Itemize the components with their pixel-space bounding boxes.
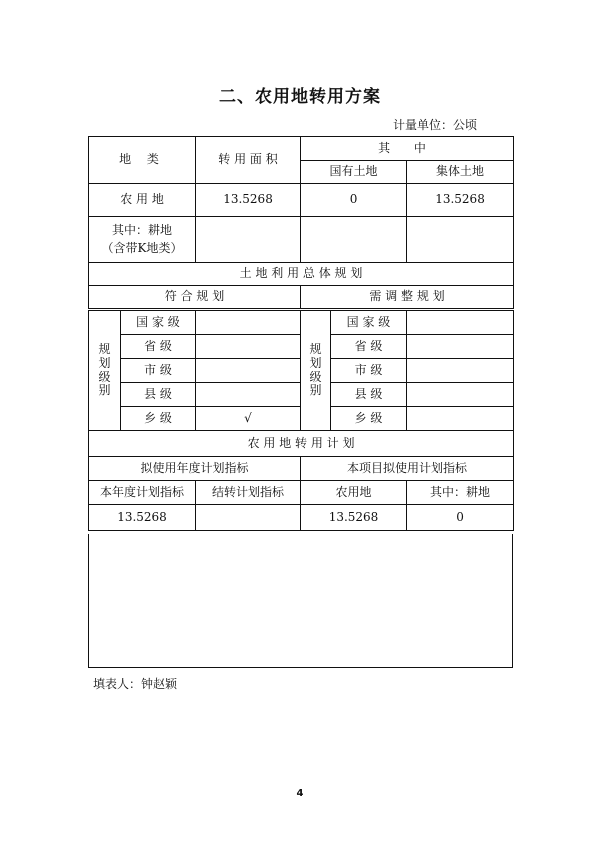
farmland-converted-area: 13.5268 xyxy=(196,184,301,217)
level-row xyxy=(89,311,514,335)
level-adjust-value xyxy=(407,359,514,383)
level-name: 省 级 xyxy=(121,335,196,359)
level-conforms-value xyxy=(196,359,301,383)
level-conforms-value: √ xyxy=(196,407,301,431)
level-adjust-value xyxy=(407,311,514,335)
value-annual: 13.5268 xyxy=(89,505,196,531)
level-adjust-name: 县 级 xyxy=(331,383,407,407)
planned-annual-title: 拟使用年度计划指标 xyxy=(89,457,301,481)
value-farmland: 13.5268 xyxy=(301,505,407,531)
level-adjust-name: 市 级 xyxy=(331,359,407,383)
value-carryover xyxy=(196,505,301,531)
farmland-state-land: 0 xyxy=(301,184,407,217)
level-name: 国 家 级 xyxy=(121,311,196,335)
farmland-row xyxy=(89,184,514,217)
plan-levels-table xyxy=(88,310,514,431)
level-name: 县 级 xyxy=(121,383,196,407)
header-category: 地 类 xyxy=(89,137,196,184)
level-conforms-value xyxy=(196,383,301,407)
col-annual: 本年度计划指标 xyxy=(89,481,196,505)
filled-by-label: 填表人：钟赵颖 xyxy=(93,677,178,691)
land-use-plan-title-row xyxy=(89,263,514,286)
level-adjust-name: 国 家 级 xyxy=(331,311,407,335)
col-cropland: 其中：耕地 xyxy=(407,481,514,505)
conversion-plan-columns-row xyxy=(89,481,514,505)
plan-subheader-row xyxy=(89,286,514,309)
unit-label: 计量单位：公顷 xyxy=(393,118,478,132)
farmland-label: 农 用 地 xyxy=(89,184,196,217)
level-name: 乡 级 xyxy=(121,407,196,431)
remarks-blank-area xyxy=(88,534,513,668)
conforms-plan-title: 符 合 规 划 xyxy=(89,286,301,309)
value-cropland: 0 xyxy=(407,505,514,531)
cropland-collective-land xyxy=(407,217,514,263)
header-collective-land: 集体土地 xyxy=(407,161,514,184)
cropland-converted-area xyxy=(196,217,301,263)
conversion-plan-values-row xyxy=(89,505,514,531)
conversion-plan-table xyxy=(88,430,514,531)
cropland-row xyxy=(89,217,514,263)
cropland-label xyxy=(89,217,196,263)
header-state-land: 国有土地 xyxy=(301,161,407,184)
conversion-plan-subheader-row xyxy=(89,457,514,481)
cropland-label-line1: 其中：耕地 xyxy=(112,222,173,237)
header-converted-area: 转 用 面 积 xyxy=(196,137,301,184)
plan-level-vertical-label-right: 规 划 级 别 xyxy=(301,311,331,431)
farmland-collective-land: 13.5268 xyxy=(407,184,514,217)
cropland-label-line2: （含带K地类） xyxy=(101,240,183,255)
header-among: 其 中 xyxy=(301,137,514,161)
col-farmland: 农用地 xyxy=(301,481,407,505)
project-title: 本项目拟使用计划指标 xyxy=(301,457,514,481)
adjust-plan-title: 需 调 整 规 划 xyxy=(301,286,514,309)
page-number: 4 xyxy=(296,788,304,799)
conversion-plan-title-row xyxy=(89,431,514,457)
header-row-1 xyxy=(89,137,514,161)
level-adjust-name: 省 级 xyxy=(331,335,407,359)
page-title: 二、农用地转用方案 xyxy=(219,87,381,107)
conversion-form-table xyxy=(88,136,514,309)
level-name: 市 级 xyxy=(121,359,196,383)
level-adjust-value xyxy=(407,335,514,359)
conversion-plan-title: 农 用 地 转 用 计 划 xyxy=(89,431,514,457)
level-conforms-value xyxy=(196,311,301,335)
level-adjust-name: 乡 级 xyxy=(331,407,407,431)
col-carryover: 结转计划指标 xyxy=(196,481,301,505)
level-adjust-value xyxy=(407,407,514,431)
cropland-state-land xyxy=(301,217,407,263)
plan-level-vertical-label-left: 规 划 级 别 xyxy=(89,311,121,431)
level-conforms-value xyxy=(196,335,301,359)
land-use-plan-title: 土 地 利 用 总 体 规 划 xyxy=(89,263,514,286)
level-adjust-value xyxy=(407,383,514,407)
